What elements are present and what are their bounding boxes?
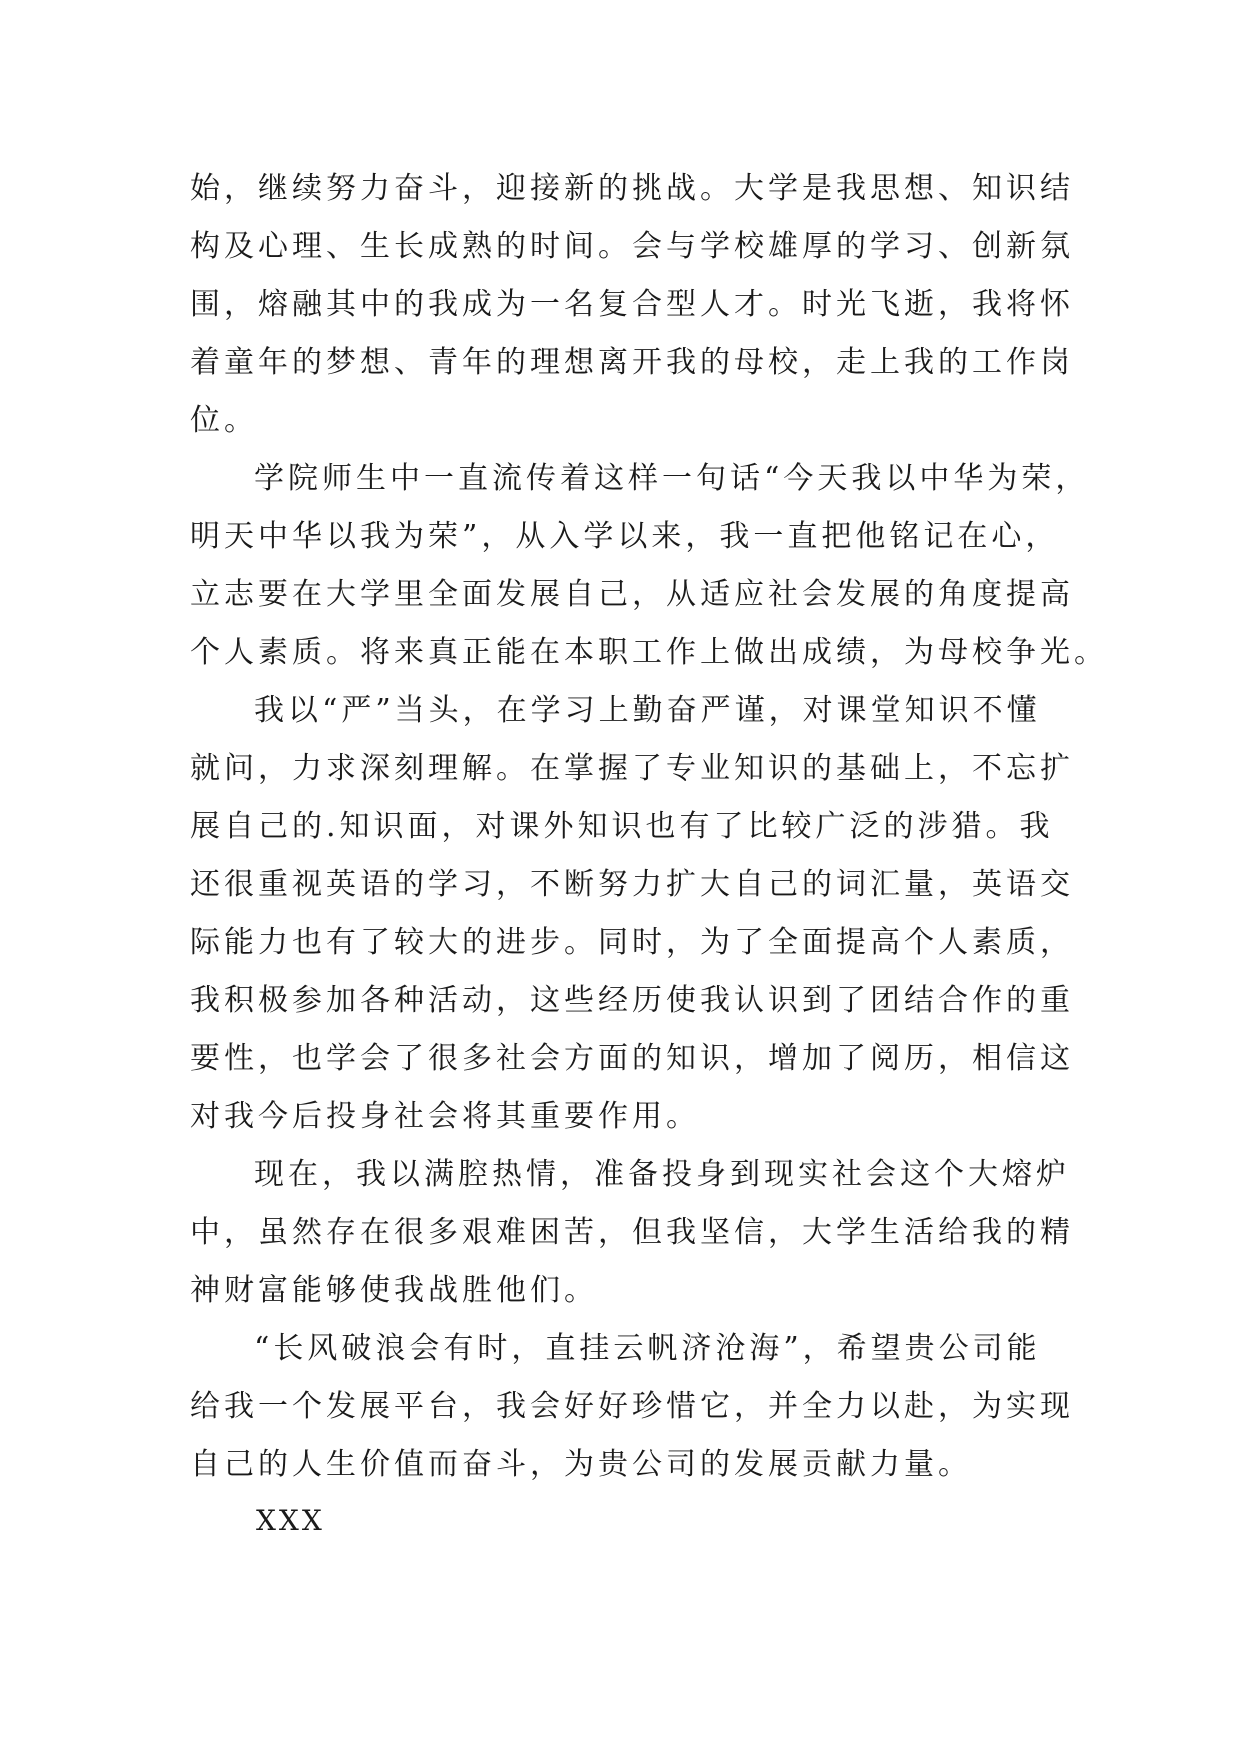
text-line: 际能力也有了较大的进步。同时，为了全面提高个人素质， xyxy=(190,925,1074,960)
text-line: “长风破浪会有时，直挂云帆济沧海”，希望贵公司能 xyxy=(254,1331,1041,1366)
text-line: 个人素质。将来真正能在本职工作上做出成绩，为母校争光。 xyxy=(190,635,1108,670)
text-line: 围，熔融其中的我成为一名复合型人才。时光飞逝，我将怀 xyxy=(190,287,1074,322)
text-line: 中，虽然存在很多艰难困苦，但我坚信，大学生活给我的精 xyxy=(190,1215,1074,1250)
paragraph-4 xyxy=(190,1146,1074,1320)
text-line: 还很重视英语的学习，不断努力扩大自己的词汇量，英语交 xyxy=(190,867,1074,902)
text-line: 对我今后投身社会将其重要作用。 xyxy=(190,1099,700,1134)
text-line: 始，继续努力奋斗，迎接新的挑战。大学是我思想、知识结 xyxy=(190,171,1074,206)
text-line: 我积极参加各种活动，这些经历使我认识到了团结合作的重 xyxy=(190,983,1074,1018)
text-line: 位。 xyxy=(190,403,258,438)
text-line: 自己的人生价值而奋斗，为贵公司的发展贡献力量。 xyxy=(190,1447,972,1482)
text-line: 学院师生中一直流传着这样一句话“今天我以中华为荣， xyxy=(254,461,1090,496)
text-line: 明天中华以我为荣”，从入学以来，我一直把他铭记在心， xyxy=(190,519,1060,554)
paragraph-5 xyxy=(190,1320,1074,1494)
text-line: 立志要在大学里全面发展自己，从适应社会发展的角度提高 xyxy=(190,577,1074,612)
text-line: 神财富能够使我战胜他们。 xyxy=(190,1273,598,1308)
paragraph-2 xyxy=(190,450,1108,682)
signature: XXX xyxy=(256,1504,325,1537)
text-line: 构及心理、生长成熟的时间。会与学校雄厚的学习、创新氛 xyxy=(190,229,1074,264)
text-line: 就问，力求深刻理解。在掌握了专业知识的基础上，不忘扩 xyxy=(190,751,1074,786)
paragraph-3 xyxy=(190,682,1074,1146)
text-line: 现在，我以满腔热情，准备投身到现实社会这个大熔炉 xyxy=(254,1157,1070,1192)
letter-body xyxy=(190,160,1108,1494)
text-line: 给我一个发展平台，我会好好珍惜它，并全力以赴，为实现 xyxy=(190,1389,1074,1424)
text-line: 展自己的.知识面，对课外知识也有了比较广泛的涉猎。我 xyxy=(190,809,1054,844)
text-line: 着童年的梦想、青年的理想离开我的母校，走上我的工作岗 xyxy=(190,345,1074,380)
paragraph-1 xyxy=(190,160,1074,450)
text-line: 要性，也学会了很多社会方面的知识，增加了阅历，相信这 xyxy=(190,1041,1074,1076)
text-line: 我以“严”当头，在学习上勤奋严谨，对课堂知识不懂 xyxy=(254,693,1041,728)
